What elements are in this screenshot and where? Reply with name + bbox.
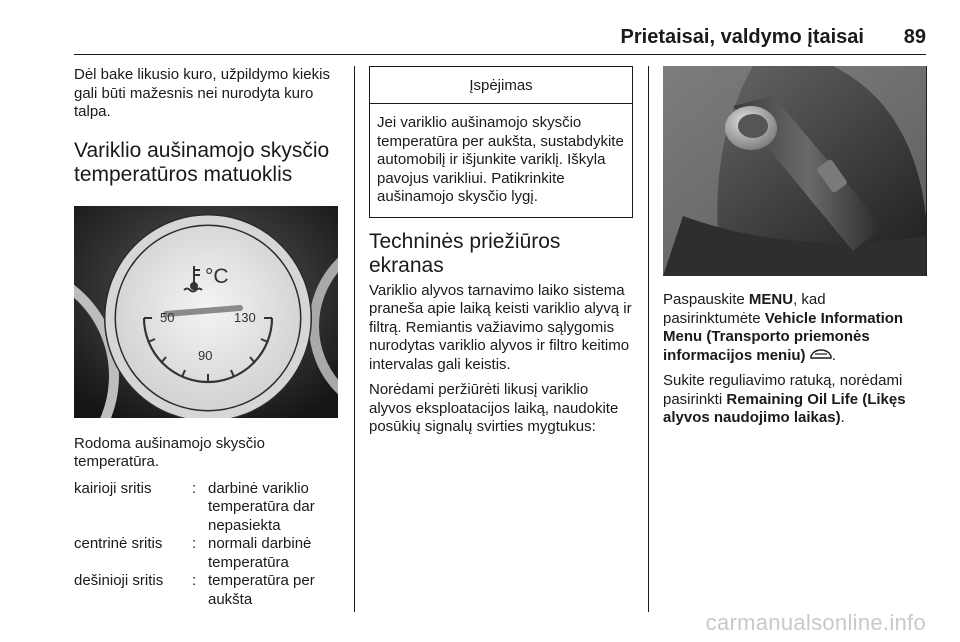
range-desc: temperatūra per aukšta (208, 572, 315, 608)
service-paragraph-2: Norėdami peržiūrėti likusį variklio alyvos eksploatacijos laiką, naudokite posūkių signalų svirties mygtukus: (369, 381, 619, 435)
column-middle (369, 66, 633, 437)
column-divider-1 (354, 66, 355, 612)
vehicle-info-menu-label: Vehicle Information Menu (Transporto priemonės informacijos meniu) (663, 309, 904, 364)
range-desc: darbinė variklio temperatūra dar nepasiekta (208, 479, 315, 534)
page-title: Prietaisai, valdymo įtaisai (620, 26, 864, 48)
gauge-caption: Rodoma aušinamojo skysčio temperatūra. (74, 434, 265, 470)
warning-title: Įspėjimas (370, 67, 632, 104)
car-icon (810, 347, 832, 366)
warning-box (369, 66, 633, 218)
turn-signal-lever-figure (663, 66, 927, 276)
range-colon: : (192, 535, 197, 552)
remaining-oil-life-label: Remaining Oil Life (Likęs alyvos naudojimo laikas) (663, 390, 906, 427)
instruction-paragraph-1: Paspauskite MENU, kad pasirinktumėte Vehicle Information Menu (Transporto priemonės informacijos meniu) . (663, 291, 904, 364)
gauge-scale-130: 130 (234, 309, 256, 325)
gauge-scale-50: 50 (160, 309, 175, 325)
column-left (74, 66, 342, 609)
gauge-scale-90: 90 (198, 347, 213, 363)
section-heading-temperature: Variklio aušinamojo skysčio temperatūros matuoklis (74, 138, 330, 186)
service-paragraph-1: Variklio alyvos tarnavimo laiko sistema praneša apie laiką keisti variklio alyvą ir filtrą. Remiantis važiavimo sąlygomis nurodytas variklio alyvos ir filtro keitimo intervalas gali keistis. (369, 281, 632, 373)
column-right (663, 66, 926, 428)
temperature-gauge-figure (74, 206, 338, 418)
page-header (74, 26, 926, 55)
range-desc: normali darbinė temperatūra (208, 535, 312, 571)
instruction-paragraph-2: Sukite reguliavimo ratuką, norėdami pasirinkti Remaining Oil Life (Likęs alyvos naudojimo laikas). (663, 372, 906, 427)
range-colon: : (192, 572, 197, 589)
range-term: dešinioji sritis (74, 572, 164, 589)
page-number: 89 (903, 26, 926, 48)
column-divider-2 (648, 66, 649, 612)
range-row-center (74, 535, 342, 572)
range-colon: : (192, 479, 197, 497)
intro-paragraph: Dėl bake likusio kuro, užpildymo kiekis gali būti mažesnis nei nurodyta kuro talpa. (74, 66, 330, 120)
gauge-ranges-list (74, 480, 342, 610)
range-row-right (74, 572, 342, 609)
range-row-left (74, 480, 342, 536)
section-heading-service: Techninės priežiūros ekranas (369, 229, 561, 277)
range-term: centrinė sritis (74, 535, 163, 552)
watermark: carmanualsonline.info (705, 610, 926, 635)
gauge-celsius-symbol: °C (205, 264, 229, 288)
menu-button-label: MENU (748, 291, 794, 308)
warning-body: Jei variklio aušinamojo skysčio temperatūra per aukšta, sustabdykite automobilį ir išjunkite variklį. Iškyla pavojus varikliui. Patikrinkite aušinamojo skysčio lygį. (377, 114, 624, 205)
range-term: kairioji sritis (74, 479, 152, 497)
